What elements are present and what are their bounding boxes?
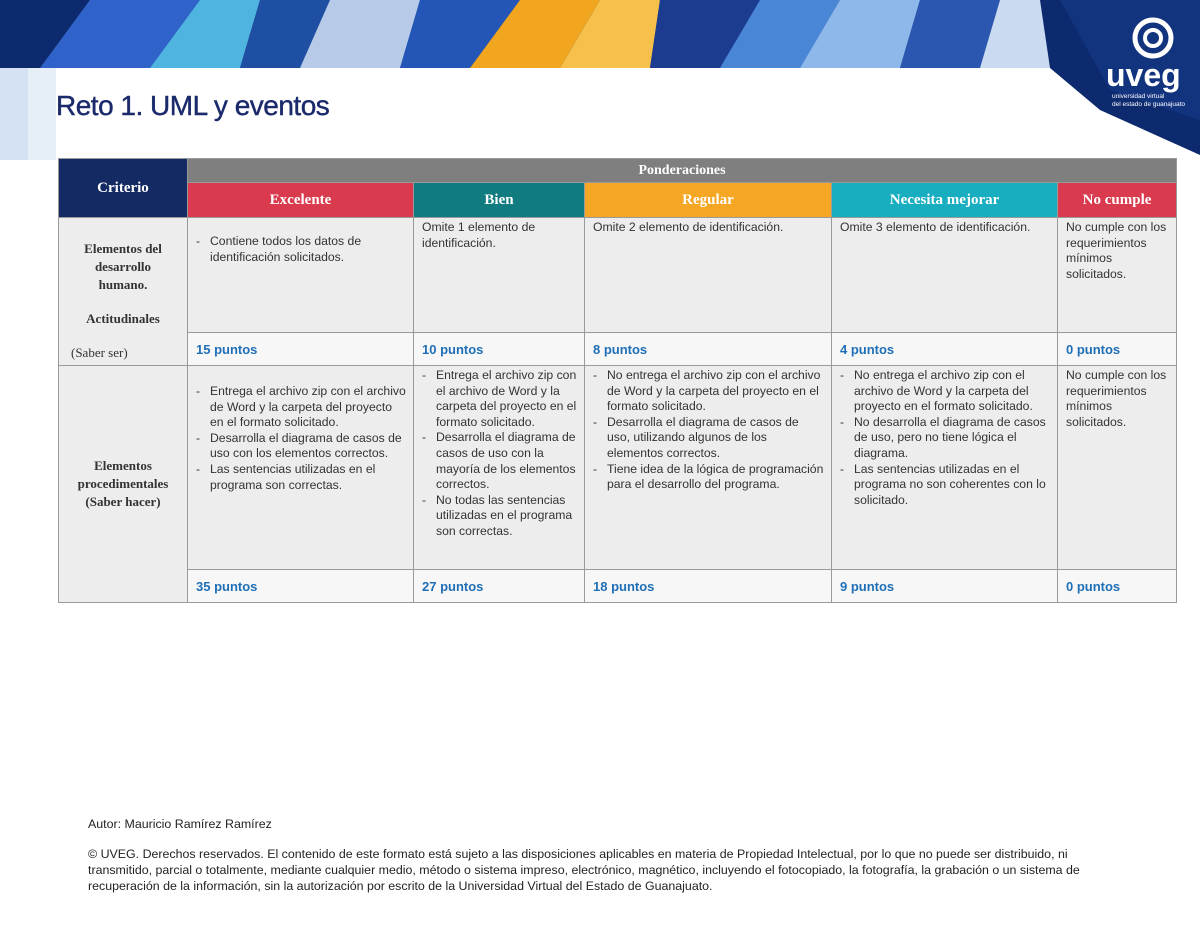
level-excelente: Excelente bbox=[188, 183, 414, 218]
cell-excelente: - Entrega el archivo zip con el archivo de Word y la carpeta del proyecto en el formato solicitado. - Desarrolla el diagrama de casos de uso con los elementos correctos. - Las sentencias utilizadas en el programa son correctas. bbox=[188, 366, 414, 570]
criterio-header: Criterio bbox=[59, 159, 188, 218]
banner-graphic bbox=[0, 0, 1200, 160]
cell-no-cumple: No cumple con los requerimientos mínimos solicitados. bbox=[1058, 366, 1177, 570]
points-no-cumple: 0 puntos bbox=[1058, 333, 1177, 366]
page-title: Reto 1. UML y eventos bbox=[56, 90, 330, 121]
cell-necesita-mejorar: Omite 3 elemento de identificación. bbox=[832, 218, 1058, 333]
points-row bbox=[59, 570, 1177, 603]
rubric-table bbox=[58, 158, 1177, 603]
copyright-notice: © UVEG. Derechos reservados. El contenido de este formato está sujeto a las disposiciones aplicables en materia de Propiedad Intelectual, por lo que no puede ser distribuido, ni transmitido, parcial o totalmente, mediante cualquier medio, método o sistema impreso, electrónico, magnético, incluyendo el fotocopiado, la fotografía, la grabación o un sistema de recuperación de la información, sin la autorización por escrito de la Universidad Virtual del Estado de Guanajuato. bbox=[88, 847, 1080, 893]
level-no-cumple: No cumple bbox=[1058, 183, 1177, 218]
cell-bien: - Entrega el archivo zip con el archivo de Word y la carpeta del proyecto en el formato solicitado. - Desarrolla el diagrama de casos de uso con la mayoría de los elementos correctos. - No todas las sentencias utilizadas en el programa son correctas. bbox=[414, 366, 585, 570]
uveg-logo-text: uveg bbox=[1106, 57, 1181, 93]
footer bbox=[88, 816, 1128, 908]
points-excelente: 35 puntos bbox=[188, 570, 414, 603]
points-row bbox=[59, 333, 1177, 366]
points-necesita-mejorar: 9 puntos bbox=[832, 570, 1058, 603]
header-banner bbox=[0, 0, 1200, 160]
points-bien: 27 puntos bbox=[414, 570, 585, 603]
level-bien: Bien bbox=[414, 183, 585, 218]
criterion-procedimentales: Elementos procedimentales (Saber hacer) bbox=[59, 366, 188, 603]
cell-no-cumple: No cumple con los requerimientos mínimos solicitados. bbox=[1058, 218, 1177, 333]
criterion-actitudinales: Elementos del desarrollo humano. Actitudinales (Saber ser) bbox=[59, 218, 188, 366]
points-excelente: 15 puntos bbox=[188, 333, 414, 366]
cell-regular: - No entrega el archivo zip con el archivo de Word y la carpeta del proyecto en el formato solicitado. - Desarrolla el diagrama de casos de uso, utilizando algunos de los elementos correctos. - Tiene idea de la lógica de programación para el desarrollo del programa. bbox=[585, 366, 832, 570]
points-necesita-mejorar: 4 puntos bbox=[832, 333, 1058, 366]
cell-regular: Omite 2 elemento de identificación. bbox=[585, 218, 832, 333]
table-row bbox=[59, 218, 1177, 333]
cell-excelente: - Contiene todos los datos de identificación solicitados. bbox=[188, 218, 414, 333]
points-regular: 18 puntos bbox=[585, 570, 832, 603]
points-no-cumple: 0 puntos bbox=[1058, 570, 1177, 603]
level-regular: Regular bbox=[585, 183, 832, 218]
ponderaciones-header: Ponderaciones bbox=[188, 159, 1177, 183]
cell-necesita-mejorar: - No entrega el archivo zip con el archivo de Word y la carpeta del proyecto en el formato solicitado. - No desarrolla el diagrama de casos de uso, pero no tiene lógica el diagrama. - Las sentencias utilizadas en el programa no son coherentes con lo solicitado. bbox=[832, 366, 1058, 570]
cell-bien: Omite 1 elemento de identificación. bbox=[414, 218, 585, 333]
table-row bbox=[59, 366, 1177, 570]
points-bien: 10 puntos bbox=[414, 333, 585, 366]
level-necesita-mejorar: Necesita mejorar bbox=[832, 183, 1058, 218]
author-line: Autor: Mauricio Ramírez Ramírez bbox=[88, 817, 272, 831]
svg-text:del estado de guanajuato: del estado de guanajuato bbox=[1112, 101, 1186, 108]
points-regular: 8 puntos bbox=[585, 333, 832, 366]
svg-text:universidad virtual: universidad virtual bbox=[1112, 93, 1165, 100]
